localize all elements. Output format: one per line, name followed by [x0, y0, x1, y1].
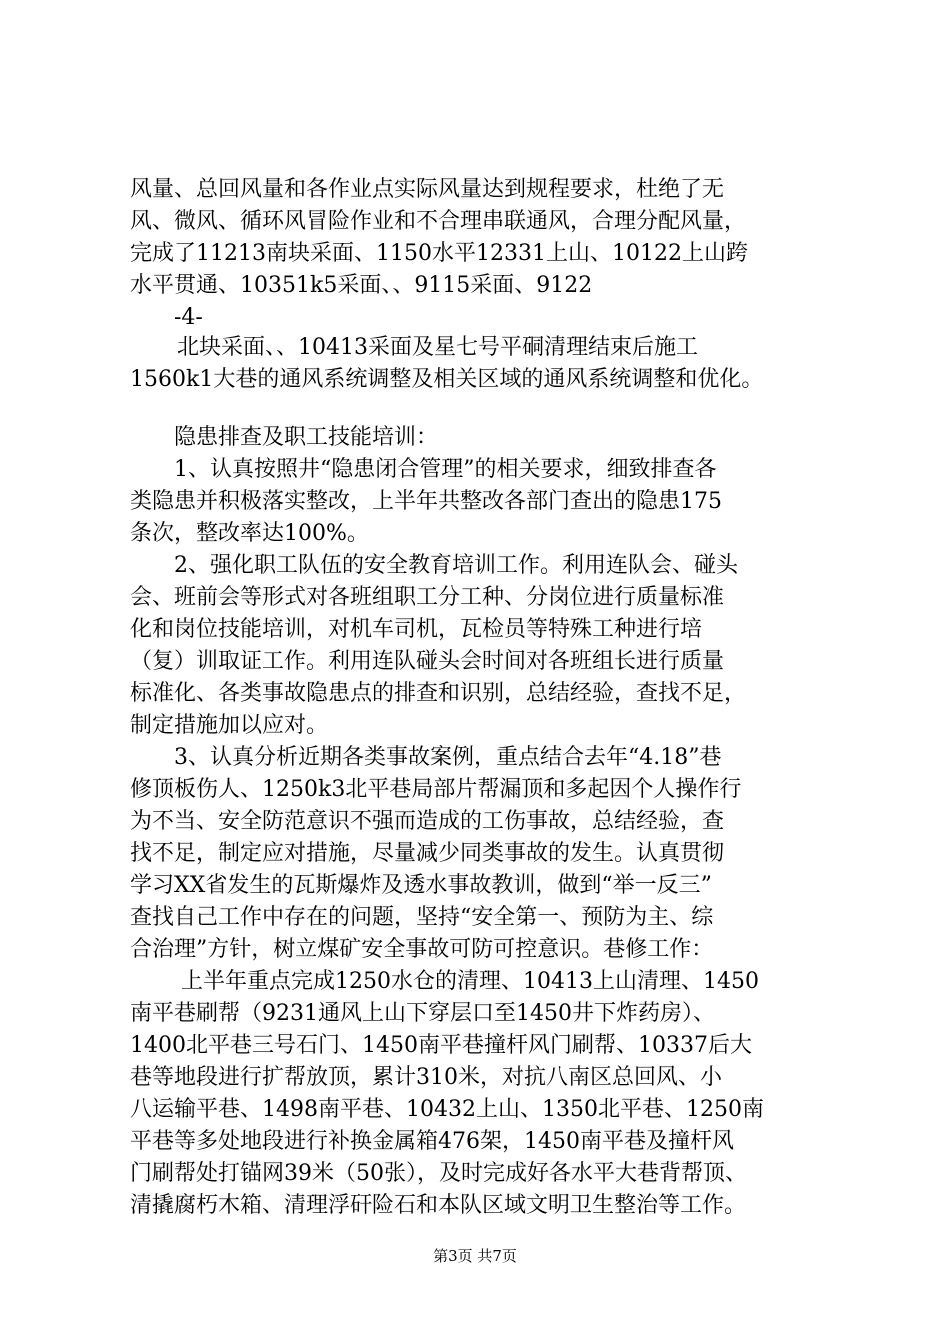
paragraph-line: 上半年重点完成1250水仓的清理、10413上山清理、1450 — [174, 969, 759, 994]
section-heading: 隐患排查及职工技能培训： — [174, 425, 439, 450]
paragraph-line: 完成了11213南块采面、1150水平12331上山、10122上山跨 — [130, 241, 748, 266]
page-footer: 第3页 共7页 — [433, 1247, 517, 1265]
paragraph-line: 1、认真按照井“隐患闭合管理”的相关要求，细致排查各 — [174, 457, 717, 482]
paragraph-line: 会、班前会等形式对各班组职工分工种、分岗位进行质量标准 — [130, 585, 725, 610]
paragraph-line: 水平贯通、10351k5采面、、9115采面、9122 — [130, 273, 593, 298]
paragraph-line: 1400北平巷三号石门、1450南平巷撞杆风门刷帮、10337后大 — [130, 1033, 752, 1058]
paragraph-line: 条次，整改率达100%。 — [130, 521, 369, 546]
document-body — [130, 174, 842, 1222]
paragraph-line: 南平巷刷帮（9231通风上山下穿层口至1450井下炸药房）、 — [130, 1001, 715, 1026]
paragraph-line: 化和岗位技能培训，对机车司机，瓦检员等特殊工种进行培 — [130, 617, 703, 642]
paragraph-line: 平巷等多处地段进行补换金属箱476架，1450南平巷及撞杆风 — [130, 1129, 734, 1154]
paragraph-line: 2、强化职工队伍的安全教育培训工作。利用连队会、碰头 — [174, 553, 738, 578]
paragraph-line: 清撬腐朽木箱、清理浮矸险石和本队区域文明卫生整治等工作。 — [130, 1193, 747, 1218]
paragraph-line: 风量、总回风量和各作业点实际风量达到规程要求，杜绝了无 — [130, 177, 725, 202]
paragraph-line: 查找自己工作中存在的问题，坚持“安全第一、预防为主、综 — [130, 905, 714, 930]
paragraph-line: 1560k1大巷的通风系统调整及相关区域的通风系统调整和优化。 — [130, 367, 764, 392]
paragraph-line: 找不足，制定应对措施，尽量减少同类事故的发生。认真贯彻 — [130, 841, 725, 866]
paragraph-line: 为不当、安全防范意识不强而造成的工伤事故，总结经验，查 — [130, 809, 725, 834]
paragraph-line: 修顶板伤人、1250k3北平巷局部片帮漏顶和多起因个人操作行 — [130, 777, 742, 802]
paragraph-line: 标准化、各类事故隐患点的排查和识别，总结经验，查找不足， — [130, 681, 747, 706]
paragraph-line: 巷等地段进行扩帮放顶，累计310米，对抗八南区总回风、小 — [130, 1065, 722, 1090]
paragraph-line: 门刷帮处打锚网39米（50张），及时完成好各水平大巷背帮顶、 — [130, 1161, 747, 1186]
paragraph-line: 北块采面、、10413采面及星七号平硐清理结束后施工 — [170, 335, 698, 360]
inline-page-marker: -4- — [174, 305, 203, 330]
paragraph-line: （复）训取证工作。利用连队碰头会时间对各班组长进行质量 — [130, 649, 725, 674]
paragraph-line: 八运输平巷、1498南平巷、10432上山、1350北平巷、1250南 — [130, 1097, 764, 1122]
paragraph-line: 合治理”方针，树立煤矿安全事故可防可控意识。巷修工作： — [130, 937, 714, 962]
paragraph-line: 制定措施加以应对。 — [130, 713, 329, 738]
paragraph-gap — [130, 396, 842, 422]
paragraph-line: 风、微风、循环风冒险作业和不合理串联通风，合理分配风量， — [130, 209, 747, 234]
paragraph-line: 3、认真分析近期各类事故案例，重点结合去年“4.18”巷 — [174, 745, 722, 770]
paragraph-line: 学习XX省发生的瓦斯爆炸及透水事故教训，做到“举一反三” — [130, 873, 712, 898]
paragraph-line: 类隐患并积极落实整改，上半年共整改各部门查出的隐患175 — [130, 489, 722, 514]
